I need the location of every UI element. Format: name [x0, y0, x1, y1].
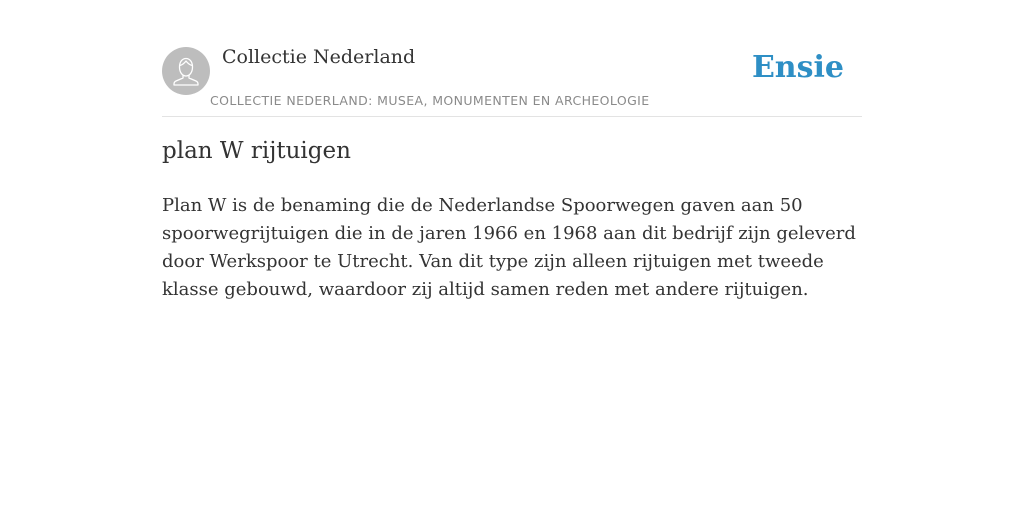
article-body: Plan W is de benaming die de Nederlandse Spoorwegen gaven aan 50 spoorwegrijtuigen die in de jaren 1966 en 1968 aan dit bedrijf zijn geleverd door Werkspoor te Utrecht. Van dit type zijn alleen rijtuigen met tweede klasse gebouwd, waardoor zij altijd samen reden met andere rijtuigen. [162, 195, 856, 300]
author-name[interactable]: Collectie Nederland [222, 46, 416, 68]
author-subtitle: COLLECTIE NEDERLAND: MUSEA, MONUMENTEN EN ARCHEOLOGIE [210, 93, 650, 108]
article-title: plan W rijtuigen [162, 138, 351, 164]
avatar[interactable] [162, 47, 210, 95]
header [162, 40, 862, 117]
user-silhouette-icon [162, 47, 210, 95]
ensie-logo-link[interactable]: Ensie [751, 50, 844, 85]
